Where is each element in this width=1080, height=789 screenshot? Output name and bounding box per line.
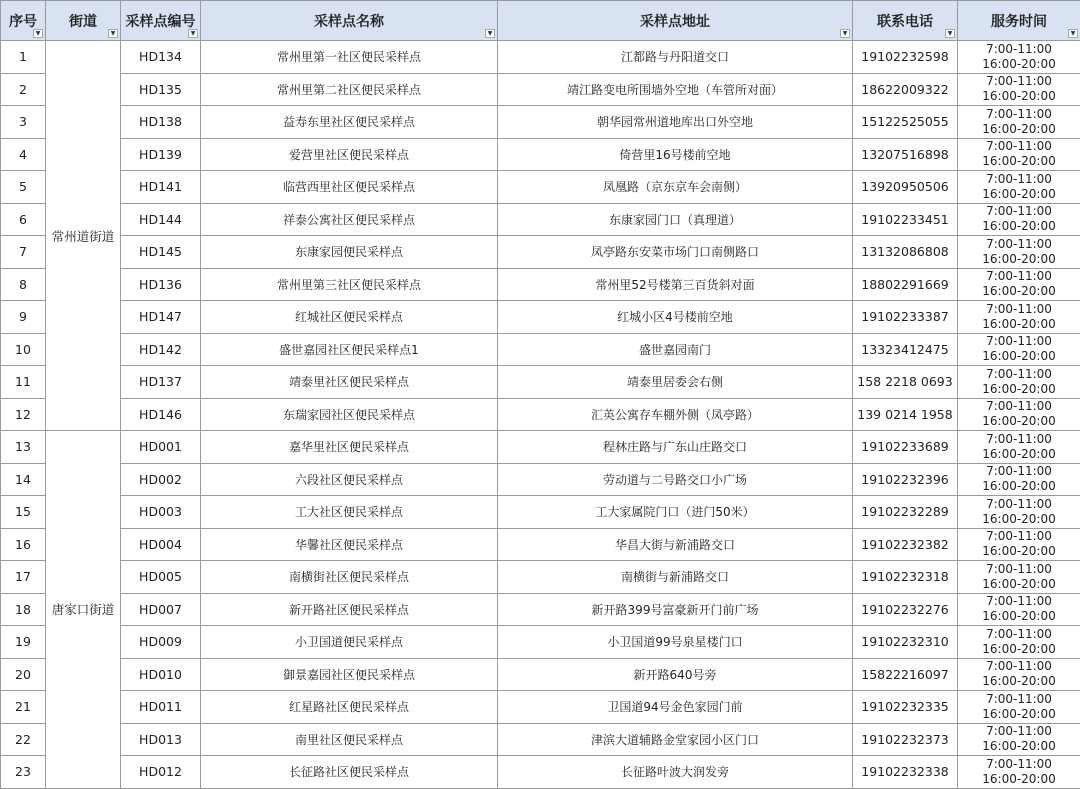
header-label: 序号 <box>9 13 37 30</box>
service-time-cell <box>958 236 1080 269</box>
address-cell: 新开路640号旁 <box>498 658 853 691</box>
phone-cell: 18802291669 <box>853 268 958 301</box>
time-afternoon: 16:00-20:00 <box>982 89 1056 104</box>
service-time-cell <box>958 496 1080 529</box>
phone-cell: 19102233451 <box>853 203 958 236</box>
site-name-cell: 华馨社区便民采样点 <box>201 528 498 561</box>
header-no[interactable] <box>1 1 46 41</box>
site-name-cell: 益寿东里社区便民采样点 <box>201 106 498 139</box>
time-afternoon: 16:00-20:00 <box>982 706 1056 721</box>
phone-cell: 18622009322 <box>853 73 958 106</box>
street-cell: 唐家口街道 <box>46 431 121 789</box>
row-number-cell: 8 <box>1 268 46 301</box>
row-number-cell: 7 <box>1 236 46 269</box>
service-time-cell <box>958 561 1080 594</box>
site-name-cell: 六段社区便民采样点 <box>201 463 498 496</box>
row-number-cell: 11 <box>1 366 46 399</box>
table-row <box>1 138 1080 171</box>
address-cell: 南横街与新浦路交口 <box>498 561 853 594</box>
service-time-cell <box>958 756 1080 789</box>
address-cell: 东康家园门口（真理道） <box>498 203 853 236</box>
service-time-cell <box>958 138 1080 171</box>
time-afternoon: 16:00-20:00 <box>982 154 1056 169</box>
filter-dropdown-icon[interactable]: ▼ <box>945 29 955 38</box>
phone-cell: 19102232338 <box>853 756 958 789</box>
time-afternoon: 16:00-20:00 <box>982 739 1056 754</box>
service-time-cell <box>958 301 1080 334</box>
phone-cell: 139 0214 1958 <box>853 398 958 431</box>
time-morning: 7:00-11:00 <box>986 724 1052 739</box>
time-afternoon: 16:00-20:00 <box>982 219 1056 234</box>
code-cell: HD146 <box>121 398 201 431</box>
time-morning: 7:00-11:00 <box>986 334 1052 349</box>
row-number-cell: 10 <box>1 333 46 366</box>
site-name-cell: 新开路社区便民采样点 <box>201 593 498 626</box>
table-row <box>1 333 1080 366</box>
code-cell: HD142 <box>121 333 201 366</box>
address-cell: 津滨大道辅路金堂家园小区门口 <box>498 723 853 756</box>
table-row <box>1 236 1080 269</box>
code-cell: HD145 <box>121 236 201 269</box>
service-time-cell <box>958 593 1080 626</box>
table-row <box>1 658 1080 691</box>
code-cell: HD138 <box>121 106 201 139</box>
phone-cell: 19102233387 <box>853 301 958 334</box>
time-morning: 7:00-11:00 <box>986 659 1052 674</box>
address-cell: 红城小区4号楼前空地 <box>498 301 853 334</box>
table-row <box>1 203 1080 236</box>
code-cell: HD134 <box>121 41 201 74</box>
code-cell: HD010 <box>121 658 201 691</box>
row-number-cell: 15 <box>1 496 46 529</box>
address-cell: 靖泰里居委会右侧 <box>498 366 853 399</box>
phone-cell: 13207516898 <box>853 138 958 171</box>
address-cell: 凤凰路（京东京车会南侧） <box>498 171 853 204</box>
time-morning: 7:00-11:00 <box>986 529 1052 544</box>
table-row <box>1 398 1080 431</box>
header-label: 服务时间 <box>991 13 1047 30</box>
table-row <box>1 756 1080 789</box>
service-time-cell <box>958 366 1080 399</box>
phone-cell: 15822216097 <box>853 658 958 691</box>
address-cell: 倚营里16号楼前空地 <box>498 138 853 171</box>
time-morning: 7:00-11:00 <box>986 691 1052 706</box>
code-cell: HD147 <box>121 301 201 334</box>
service-time-cell <box>958 528 1080 561</box>
time-afternoon: 16:00-20:00 <box>982 576 1056 591</box>
site-name-cell: 常州里第一社区便民采样点 <box>201 41 498 74</box>
code-cell: HD013 <box>121 723 201 756</box>
code-cell: HD007 <box>121 593 201 626</box>
table-row <box>1 268 1080 301</box>
time-morning: 7:00-11:00 <box>986 561 1052 576</box>
table-row <box>1 301 1080 334</box>
row-number-cell: 2 <box>1 73 46 106</box>
row-number-cell: 6 <box>1 203 46 236</box>
service-time-cell <box>958 203 1080 236</box>
phone-cell: 19102232382 <box>853 528 958 561</box>
address-cell: 朝华园常州道地库出口外空地 <box>498 106 853 139</box>
time-morning: 7:00-11:00 <box>986 74 1052 89</box>
time-morning: 7:00-11:00 <box>986 171 1052 186</box>
site-name-cell: 东瑞家园社区便民采样点 <box>201 398 498 431</box>
phone-cell: 19102232289 <box>853 496 958 529</box>
time-afternoon: 16:00-20:00 <box>982 446 1056 461</box>
table-row <box>1 626 1080 659</box>
row-number-cell: 17 <box>1 561 46 594</box>
filter-dropdown-icon[interactable]: ▼ <box>840 29 850 38</box>
code-cell: HD002 <box>121 463 201 496</box>
service-time-cell <box>958 171 1080 204</box>
code-cell: HD139 <box>121 138 201 171</box>
filter-dropdown-icon[interactable]: ▼ <box>485 29 495 38</box>
time-morning: 7:00-11:00 <box>986 204 1052 219</box>
address-cell: 汇英公寓存车棚外侧（凤亭路） <box>498 398 853 431</box>
time-afternoon: 16:00-20:00 <box>982 641 1056 656</box>
phone-cell: 19102232310 <box>853 626 958 659</box>
time-afternoon: 16:00-20:00 <box>982 771 1056 786</box>
table-body <box>1 41 1080 789</box>
phone-cell: 19102232396 <box>853 463 958 496</box>
service-time-cell <box>958 626 1080 659</box>
table-row <box>1 431 1080 464</box>
header-phone[interactable] <box>853 1 958 41</box>
site-name-cell: 盛世嘉园社区便民采样点1 <box>201 333 498 366</box>
row-number-cell: 18 <box>1 593 46 626</box>
site-name-cell: 临营西里社区便民采样点 <box>201 171 498 204</box>
time-morning: 7:00-11:00 <box>986 431 1052 446</box>
service-time-cell <box>958 333 1080 366</box>
row-number-cell: 1 <box>1 41 46 74</box>
row-number-cell: 19 <box>1 626 46 659</box>
row-number-cell: 16 <box>1 528 46 561</box>
site-name-cell: 御景嘉园社区便民采样点 <box>201 658 498 691</box>
service-time-cell <box>958 463 1080 496</box>
time-morning: 7:00-11:00 <box>986 366 1052 381</box>
phone-cell: 19102232276 <box>853 593 958 626</box>
address-cell: 程林庄路与广东山庄路交口 <box>498 431 853 464</box>
site-name-cell: 南横街社区便民采样点 <box>201 561 498 594</box>
time-morning: 7:00-11:00 <box>986 106 1052 121</box>
row-number-cell: 4 <box>1 138 46 171</box>
time-morning: 7:00-11:00 <box>986 626 1052 641</box>
row-number-cell: 3 <box>1 106 46 139</box>
table-row <box>1 463 1080 496</box>
site-name-cell: 嘉华里社区便民采样点 <box>201 431 498 464</box>
time-afternoon: 16:00-20:00 <box>982 349 1056 364</box>
address-cell: 江都路与丹阳道交口 <box>498 41 853 74</box>
code-cell: HD005 <box>121 561 201 594</box>
code-cell: HD001 <box>121 431 201 464</box>
time-morning: 7:00-11:00 <box>986 496 1052 511</box>
site-name-cell: 爱营里社区便民采样点 <box>201 138 498 171</box>
row-number-cell: 22 <box>1 723 46 756</box>
service-time-cell <box>958 73 1080 106</box>
table-row <box>1 171 1080 204</box>
code-cell: HD136 <box>121 268 201 301</box>
header-label: 街道 <box>69 13 97 30</box>
code-cell: HD144 <box>121 203 201 236</box>
time-morning: 7:00-11:00 <box>986 269 1052 284</box>
table-row <box>1 593 1080 626</box>
address-cell: 华昌大街与新浦路交口 <box>498 528 853 561</box>
row-number-cell: 14 <box>1 463 46 496</box>
site-name-cell: 红星路社区便民采样点 <box>201 691 498 724</box>
time-morning: 7:00-11:00 <box>986 594 1052 609</box>
service-time-cell <box>958 658 1080 691</box>
table-row <box>1 723 1080 756</box>
address-cell: 凤亭路东安菜市场门口南侧路口 <box>498 236 853 269</box>
time-afternoon: 16:00-20:00 <box>982 121 1056 136</box>
time-morning: 7:00-11:00 <box>986 399 1052 414</box>
service-time-cell <box>958 398 1080 431</box>
time-afternoon: 16:00-20:00 <box>982 609 1056 624</box>
row-number-cell: 21 <box>1 691 46 724</box>
phone-cell: 158 2218 0693 <box>853 366 958 399</box>
site-name-cell: 红城社区便民采样点 <box>201 301 498 334</box>
address-cell: 新开路399号富豪新开门前广场 <box>498 593 853 626</box>
time-afternoon: 16:00-20:00 <box>982 284 1056 299</box>
time-morning: 7:00-11:00 <box>986 301 1052 316</box>
service-time-cell <box>958 268 1080 301</box>
service-time-cell <box>958 723 1080 756</box>
phone-cell: 19102232318 <box>853 561 958 594</box>
code-cell: HD135 <box>121 73 201 106</box>
row-number-cell: 20 <box>1 658 46 691</box>
time-afternoon: 16:00-20:00 <box>982 56 1056 71</box>
phone-cell: 19102232598 <box>853 41 958 74</box>
time-morning: 7:00-11:00 <box>986 236 1052 251</box>
time-afternoon: 16:00-20:00 <box>982 316 1056 331</box>
code-cell: HD141 <box>121 171 201 204</box>
time-afternoon: 16:00-20:00 <box>982 251 1056 266</box>
address-cell: 劳动道与二号路交口小广场 <box>498 463 853 496</box>
table-row <box>1 73 1080 106</box>
header-label: 采样点编号 <box>125 13 196 30</box>
service-time-cell <box>958 431 1080 464</box>
site-name-cell: 常州里第二社区便民采样点 <box>201 73 498 106</box>
table-row <box>1 366 1080 399</box>
address-cell: 长征路叶波大润发旁 <box>498 756 853 789</box>
filter-dropdown-icon[interactable]: ▼ <box>1068 29 1078 38</box>
row-number-cell: 5 <box>1 171 46 204</box>
code-cell: HD137 <box>121 366 201 399</box>
row-number-cell: 23 <box>1 756 46 789</box>
site-name-cell: 祥泰公寓社区便民采样点 <box>201 203 498 236</box>
time-afternoon: 16:00-20:00 <box>982 381 1056 396</box>
filter-dropdown-icon[interactable]: ▼ <box>108 29 118 38</box>
street-cell: 常州道街道 <box>46 41 121 431</box>
header-label: 联系电话 <box>877 13 933 30</box>
address-cell: 盛世嘉园南门 <box>498 333 853 366</box>
site-name-cell: 小卫国道便民采样点 <box>201 626 498 659</box>
header-row <box>1 1 1080 41</box>
time-afternoon: 16:00-20:00 <box>982 544 1056 559</box>
time-afternoon: 16:00-20:00 <box>982 479 1056 494</box>
code-cell: HD011 <box>121 691 201 724</box>
header-address[interactable] <box>498 1 853 41</box>
code-cell: HD004 <box>121 528 201 561</box>
row-number-cell: 12 <box>1 398 46 431</box>
time-morning: 7:00-11:00 <box>986 139 1052 154</box>
address-cell: 小卫国道99号泉星楼门口 <box>498 626 853 659</box>
header-street[interactable] <box>46 1 121 41</box>
address-cell: 靖江路变电所围墙外空地（车管所对面） <box>498 73 853 106</box>
row-number-cell: 9 <box>1 301 46 334</box>
time-afternoon: 16:00-20:00 <box>982 511 1056 526</box>
header-code[interactable] <box>121 1 201 41</box>
time-afternoon: 16:00-20:00 <box>982 414 1056 429</box>
phone-cell: 13132086808 <box>853 236 958 269</box>
phone-cell: 19102232373 <box>853 723 958 756</box>
header-time[interactable] <box>958 1 1080 41</box>
phone-cell: 13920950506 <box>853 171 958 204</box>
code-cell: HD012 <box>121 756 201 789</box>
table-row <box>1 41 1080 74</box>
service-time-cell <box>958 106 1080 139</box>
phone-cell: 13323412475 <box>853 333 958 366</box>
row-number-cell: 13 <box>1 431 46 464</box>
table-row <box>1 691 1080 724</box>
table-row <box>1 106 1080 139</box>
table-row <box>1 528 1080 561</box>
service-time-cell <box>958 691 1080 724</box>
header-name[interactable] <box>201 1 498 41</box>
header-label: 采样点名称 <box>314 13 384 30</box>
phone-cell: 15122525055 <box>853 106 958 139</box>
time-morning: 7:00-11:00 <box>986 41 1052 56</box>
site-name-cell: 工大社区便民采样点 <box>201 496 498 529</box>
filter-dropdown-icon[interactable]: ▼ <box>188 29 198 38</box>
site-name-cell: 长征路社区便民采样点 <box>201 756 498 789</box>
code-cell: HD003 <box>121 496 201 529</box>
time-afternoon: 16:00-20:00 <box>982 186 1056 201</box>
site-name-cell: 东康家园便民采样点 <box>201 236 498 269</box>
address-cell: 常州里52号楼第三百货斜对面 <box>498 268 853 301</box>
time-afternoon: 16:00-20:00 <box>982 674 1056 689</box>
phone-cell: 19102232335 <box>853 691 958 724</box>
service-time-cell <box>958 41 1080 74</box>
filter-dropdown-icon[interactable]: ▼ <box>33 29 43 38</box>
site-name-cell: 常州里第三社区便民采样点 <box>201 268 498 301</box>
time-morning: 7:00-11:00 <box>986 756 1052 771</box>
code-cell: HD009 <box>121 626 201 659</box>
header-label: 采样点地址 <box>640 13 710 30</box>
table-row <box>1 496 1080 529</box>
table-row <box>1 561 1080 594</box>
time-morning: 7:00-11:00 <box>986 464 1052 479</box>
site-name-cell: 靖泰里社区便民采样点 <box>201 366 498 399</box>
address-cell: 卫国道94号金色家园门前 <box>498 691 853 724</box>
site-name-cell: 南里社区便民采样点 <box>201 723 498 756</box>
phone-cell: 19102233689 <box>853 431 958 464</box>
address-cell: 工大家属院门口（进门50米） <box>498 496 853 529</box>
